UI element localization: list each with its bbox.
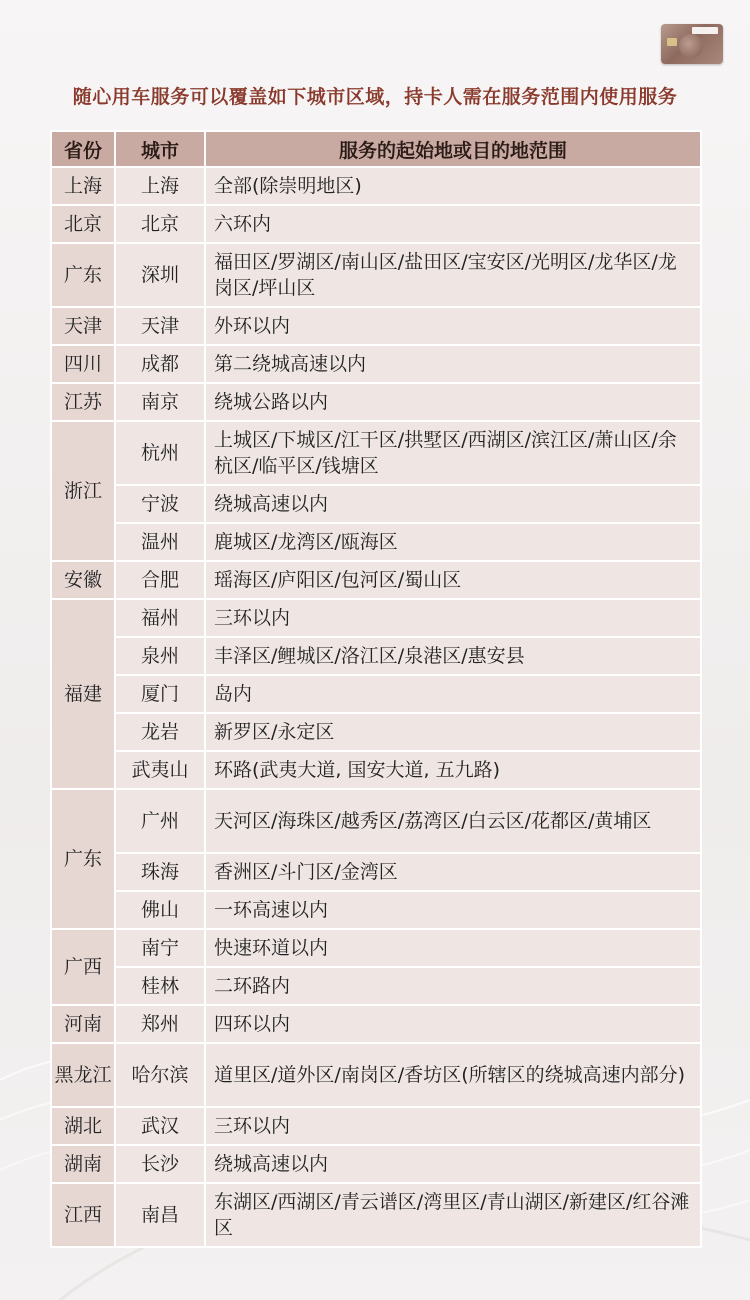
service-range-cell: 新罗区/永定区 (205, 713, 701, 751)
table-row (51, 383, 701, 421)
province-cell: 广东 (51, 789, 115, 929)
province-cell: 广西 (51, 929, 115, 1005)
table-row (51, 561, 701, 599)
service-range-cell: 二环路内 (205, 967, 701, 1005)
table-row (51, 1183, 701, 1247)
service-range-cell: 香洲区/斗门区/金湾区 (205, 853, 701, 891)
city-cell: 武汉 (115, 1107, 205, 1145)
table-row (51, 713, 701, 751)
province-cell: 福建 (51, 599, 115, 789)
table-row (51, 307, 701, 345)
city-cell: 龙岩 (115, 713, 205, 751)
city-cell: 珠海 (115, 853, 205, 891)
city-cell: 广州 (115, 789, 205, 853)
table-row (51, 1005, 701, 1043)
service-range-cell: 绕城高速以内 (205, 1145, 701, 1183)
card-brand-mark (692, 27, 718, 34)
column-header-range: 服务的起始地或目的地范围 (205, 131, 701, 167)
table-row (51, 1107, 701, 1145)
city-cell: 深圳 (115, 243, 205, 307)
card-chip-icon (667, 38, 677, 46)
page-headline: 随心用车服务可以覆盖如下城市区域，持卡人需在服务范围内使用服务 (72, 86, 678, 108)
city-cell: 天津 (115, 307, 205, 345)
service-range-cell: 岛内 (205, 675, 701, 713)
table-row (51, 1145, 701, 1183)
province-cell: 上海 (51, 167, 115, 205)
table-row (51, 345, 701, 383)
city-cell: 佛山 (115, 891, 205, 929)
province-cell: 湖北 (51, 1107, 115, 1145)
column-header-province: 省份 (51, 131, 115, 167)
table-row (51, 167, 701, 205)
table-header-row (51, 131, 701, 167)
credit-card-image (661, 24, 723, 64)
city-cell: 郑州 (115, 1005, 205, 1043)
province-cell: 广东 (51, 243, 115, 307)
table-row (51, 637, 701, 675)
table-row (51, 675, 701, 713)
service-range-cell: 六环内 (205, 205, 701, 243)
city-cell: 厦门 (115, 675, 205, 713)
service-coverage-table (50, 130, 702, 1248)
city-cell: 北京 (115, 205, 205, 243)
table-body (51, 167, 701, 1247)
city-cell: 泉州 (115, 637, 205, 675)
city-cell: 杭州 (115, 421, 205, 485)
city-cell: 合肥 (115, 561, 205, 599)
service-range-cell: 全部(除崇明地区) (205, 167, 701, 205)
service-range-cell: 环路(武夷大道, 国安大道, 五九路) (205, 751, 701, 789)
province-cell: 江苏 (51, 383, 115, 421)
card-portrait (679, 34, 703, 58)
table-row (51, 485, 701, 523)
service-range-cell: 绕城公路以内 (205, 383, 701, 421)
table-row (51, 599, 701, 637)
table-row (51, 853, 701, 891)
table-row (51, 243, 701, 307)
province-cell: 浙江 (51, 421, 115, 561)
service-range-cell: 三环以内 (205, 599, 701, 637)
province-cell: 黑龙江 (51, 1043, 115, 1107)
table-row (51, 1043, 701, 1107)
service-range-cell: 绕城高速以内 (205, 485, 701, 523)
city-cell: 上海 (115, 167, 205, 205)
service-range-cell: 一环高速以内 (205, 891, 701, 929)
province-cell: 江西 (51, 1183, 115, 1247)
table-row (51, 205, 701, 243)
service-range-cell: 天河区/海珠区/越秀区/荔湾区/白云区/花都区/黄埔区 (205, 789, 701, 853)
province-cell: 安徽 (51, 561, 115, 599)
city-cell: 武夷山 (115, 751, 205, 789)
city-cell: 南昌 (115, 1183, 205, 1247)
city-cell: 宁波 (115, 485, 205, 523)
service-range-cell: 三环以内 (205, 1107, 701, 1145)
table-row (51, 751, 701, 789)
service-range-cell: 第二绕城高速以内 (205, 345, 701, 383)
table-row (51, 421, 701, 485)
service-range-cell: 道里区/道外区/南岗区/香坊区(所辖区的绕城高速内部分) (205, 1043, 701, 1107)
table-row (51, 967, 701, 1005)
city-cell: 哈尔滨 (115, 1043, 205, 1107)
city-cell: 南京 (115, 383, 205, 421)
service-range-cell: 丰泽区/鲤城区/洛江区/泉港区/惠安县 (205, 637, 701, 675)
table-row (51, 929, 701, 967)
service-range-cell: 福田区/罗湖区/南山区/盐田区/宝安区/光明区/龙华区/龙岗区/坪山区 (205, 243, 701, 307)
province-cell: 湖南 (51, 1145, 115, 1183)
table-row (51, 523, 701, 561)
service-range-cell: 鹿城区/龙湾区/瓯海区 (205, 523, 701, 561)
province-cell: 北京 (51, 205, 115, 243)
table-row (51, 891, 701, 929)
service-range-cell: 上城区/下城区/江干区/拱墅区/西湖区/滨江区/萧山区/余杭区/临平区/钱塘区 (205, 421, 701, 485)
city-cell: 桂林 (115, 967, 205, 1005)
service-range-cell: 外环以内 (205, 307, 701, 345)
service-range-cell: 东湖区/西湖区/青云谱区/湾里区/青山湖区/新建区/红谷滩区 (205, 1183, 701, 1247)
city-cell: 南宁 (115, 929, 205, 967)
service-range-cell: 瑶海区/庐阳区/包河区/蜀山区 (205, 561, 701, 599)
table-row (51, 789, 701, 853)
province-cell: 四川 (51, 345, 115, 383)
city-cell: 福州 (115, 599, 205, 637)
service-range-cell: 快速环道以内 (205, 929, 701, 967)
province-cell: 河南 (51, 1005, 115, 1043)
city-cell: 成都 (115, 345, 205, 383)
city-cell: 长沙 (115, 1145, 205, 1183)
city-cell: 温州 (115, 523, 205, 561)
column-header-city: 城市 (115, 131, 205, 167)
province-cell: 天津 (51, 307, 115, 345)
service-range-cell: 四环以内 (205, 1005, 701, 1043)
